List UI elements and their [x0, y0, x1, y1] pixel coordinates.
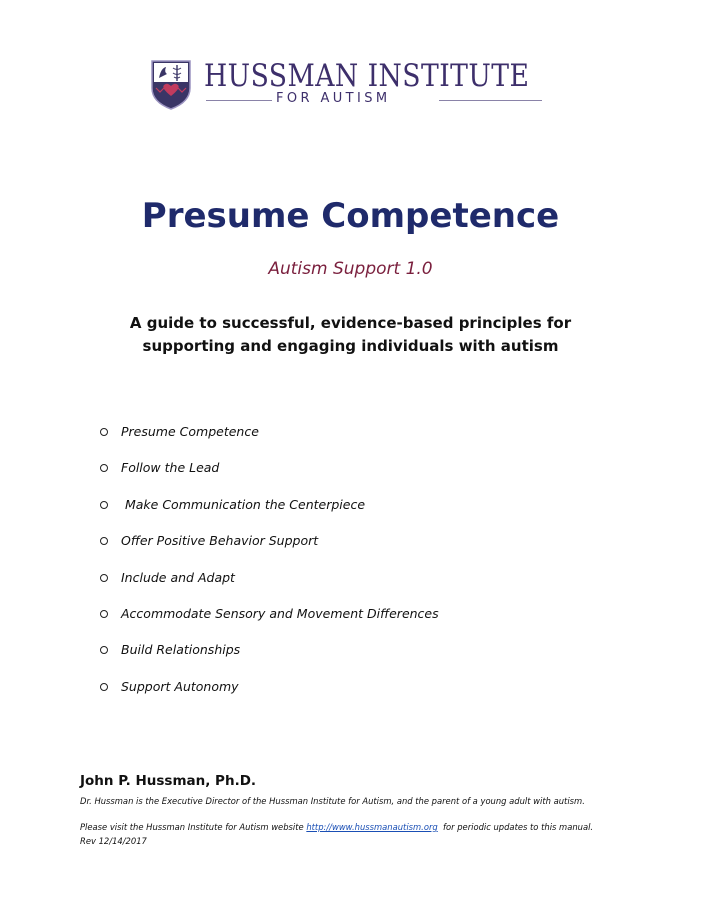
website-note-suffix: for periodic updates to this manual.	[437, 822, 594, 832]
crest-icon	[150, 58, 192, 110]
principle-label: Support Autonomy	[121, 678, 239, 694]
principle-label: Make Communication the Centerpiece	[121, 496, 366, 512]
website-note-prefix: Please visit the Hussman Institute for Autism website	[80, 822, 307, 832]
hollow-bullet-icon	[100, 574, 108, 582]
hollow-bullet-icon	[100, 428, 108, 436]
revision-date: Rev 12/14/2017	[80, 836, 147, 846]
logo-wordmark: HUSSMAN INSTITUTE	[204, 58, 530, 94]
principle-label: Build Relationships	[121, 642, 241, 658]
principle-label: Accommodate Sensory and Movement Differences	[121, 605, 439, 621]
hollow-bullet-icon	[100, 646, 108, 654]
principle-label: Offer Positive Behavior Support	[121, 533, 319, 549]
hollow-bullet-icon	[100, 537, 108, 545]
list-item	[100, 605, 620, 641]
logo-subtitle: FOR AUTISM	[276, 91, 391, 106]
author-name: John P. Hussman, Ph.D.	[80, 773, 257, 789]
website-note	[80, 822, 593, 833]
hollow-bullet-icon	[100, 501, 108, 509]
author-bio: Dr. Hussman is the Executive Director of the Hussman Institute for Autism, and the parent of a young adult with autism.	[80, 796, 585, 806]
list-item	[100, 569, 620, 605]
list-item	[100, 423, 620, 459]
hollow-bullet-icon	[100, 464, 108, 472]
list-item	[100, 459, 620, 495]
institute-logo	[150, 58, 550, 113]
document-title: Presume Competence	[141, 196, 560, 236]
list-item	[100, 496, 620, 532]
logo-rule-left	[206, 100, 272, 101]
list-item	[100, 532, 620, 568]
guide-line: supporting and engaging individuals with autism	[142, 337, 559, 355]
principles-list	[100, 423, 620, 714]
hollow-bullet-icon	[100, 610, 108, 618]
guide-description	[0, 312, 701, 358]
guide-line: A guide to successful, evidence-based principles for	[129, 314, 572, 332]
hollow-bullet-icon	[100, 683, 108, 691]
document-subtitle: Autism Support 1.0	[268, 259, 433, 279]
principle-label: Include and Adapt	[121, 569, 235, 585]
list-item	[100, 641, 620, 677]
logo-rule-right	[439, 100, 542, 101]
principle-label: Follow the Lead	[121, 460, 220, 476]
list-item	[100, 678, 620, 714]
website-link[interactable]: http://www.hussmanautism.org	[306, 822, 438, 832]
principle-label: Presume Competence	[121, 424, 259, 439]
